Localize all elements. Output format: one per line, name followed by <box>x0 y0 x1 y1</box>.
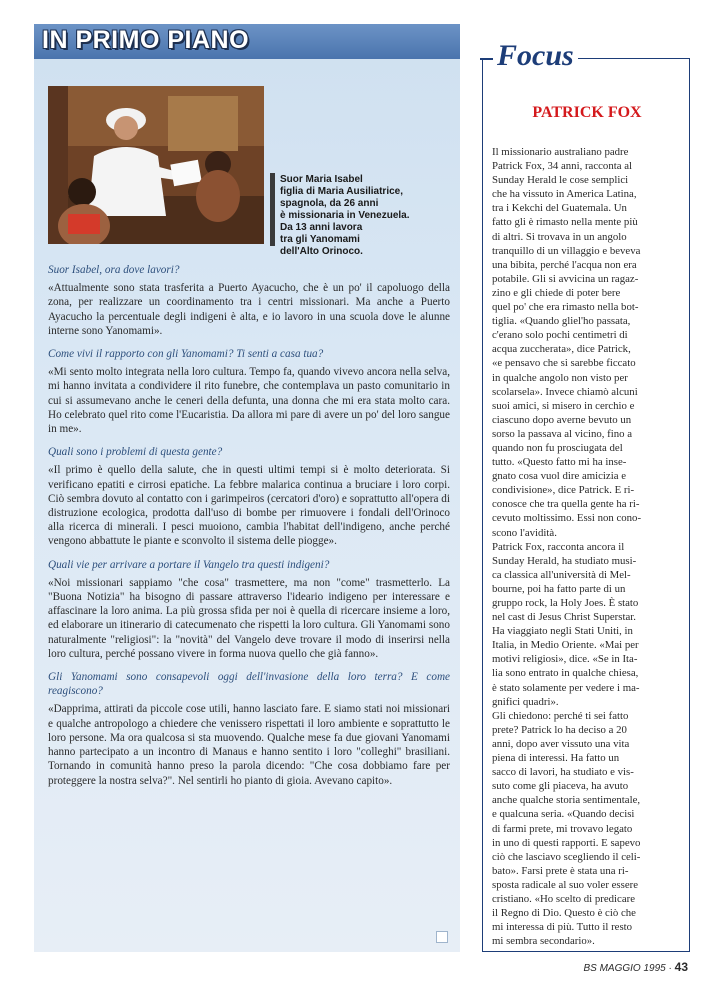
focus-line: potabile. Gli si avvicina un ragaz- <box>492 272 639 285</box>
focus-subject-name: PATRICK FOX <box>532 104 642 121</box>
focus-line: ciascuno dopo averne bevuto un <box>492 413 632 426</box>
focus-line: mi sembra secondario». <box>492 935 595 948</box>
caption-line: Da 13 anni lavora <box>280 222 363 233</box>
focus-line: Ha viaggiato negli Stati Uniti, in <box>492 625 633 638</box>
focus-line: Patrick Fox, racconta ancora il <box>492 540 625 553</box>
footer-separator: · <box>668 963 672 974</box>
end-of-article-icon <box>436 931 448 943</box>
focus-line: scono l'avidità. <box>492 526 557 539</box>
focus-line: Sunday Herald le cose semplici <box>492 174 629 187</box>
focus-line: lia sono entrato in qualche chiesa, <box>492 667 639 680</box>
interview-answer: «Il primo è quello della salute, che in questi ultimi tempi si è molto deteriorata. Si verificano epatiti e cirrosi epatiche. La febbre malarica continua a bruciare i loro corpi. Ciò sembra dovuto al contatto con i garimpeiros (cercatori d'oro) e soprattutto all'opera di distruzione ecologica, prodotta dall'uso di bombe per rimuovere i fondali dell'Orinoco alla ricerca di minerali. I pesci muoiono, cambia l'habitat dell'indigeno, anche perché vengono abbattute le piante e sconvolto il sistema delle piogge». <box>48 464 450 548</box>
focus-line: suto come gli piaceva, ha avuto <box>492 780 629 793</box>
interview-question: Quali vie per arrivare a portare il Vangelo tra questi indigeni? <box>48 558 330 571</box>
page-footer <box>548 960 688 974</box>
caption-line: è missionaria in Venezuela. <box>280 210 410 221</box>
caption-line: figlia di Maria Ausiliatrice, <box>280 186 403 197</box>
focus-line: fatto gli è rimasto nella mente più <box>492 216 638 229</box>
interview-answer: «Dapprima, attirati da piccole cose utili, hanno lasciato fare. E siamo stati noi missionari e qualche antropologo a chiedere che venissero rispettati il loro ambiente e soprattutto le loro persone. Ma ora qualcosa si sta muovendo. Qualche mese fa due giovani Yanomami hanno partecipato a un incontro di Manaus e hanno sentito i loro "colleghi" brasiliani. Tornando in comunità hanno preso la parola dicendo: "Che cosa dobbiamo fare per proteggere la nostra selva?". Nel sentirli ho pianto di gioia. Avevano capito». <box>48 703 450 787</box>
focus-line: tranquillo di un villaggio e beveva <box>492 244 641 257</box>
photo-caption <box>280 174 450 258</box>
section-title: IN PRIMO PIANO <box>42 26 250 54</box>
interview-article <box>48 263 450 797</box>
interview-question: Come vivi il rapporto con gli Yanomami? Ti senti a casa tua? <box>48 348 324 361</box>
focus-line: Italia, in Medio Oriente. «Mai per <box>492 639 639 652</box>
focus-line: e qualcuna seria. «Quando decisi <box>492 808 635 821</box>
interview-answer: «Attualmente sono stata trasferita a Puerto Ayacucho, che è un po' il capoluogo della zona, per realizzare un coordinamento tra i centri missionari. Ma anche a Puerto Ayacucho la percentuale degli indigeni è alta, e io lavoro in una scuola dove le alunne interne sono Yanomami». <box>48 282 450 337</box>
focus-line: tra i Kekchi del Guatemala. Un <box>492 202 627 215</box>
focus-line: di altri. Si trovava in un angolo <box>492 230 627 243</box>
focus-dash <box>480 58 494 60</box>
interview-question: Quali sono i problemi di questa gente? <box>48 446 223 459</box>
focus-line: sorso la passava al vicino, fino a <box>492 427 633 440</box>
focus-line: mi interessa di più. Tutto il resto <box>492 921 633 934</box>
focus-line: c'erano solo pochi centimetri di <box>492 329 628 342</box>
interview-answer: «Mi sento molto integrata nella loro cultura. Tempo fa, quando vivevo ancora nella selva, mi hanno invitata a condividere il rito funebre, che contemplava un pasto comunitario in cui si assumevano anche le ceneri della defunta, una donna che mi era stata molto cara. Ho celebrato quel rito come l'Eucaristia. Da allora mi pare di avere un po' del loro sangue in me». <box>48 366 450 436</box>
magazine-issue: BS MAGGIO 1995 <box>583 963 666 974</box>
focus-line: scolarsela». Invece chiamò alcuni <box>492 385 638 398</box>
focus-line: acqua zuccherata», dice Patrick, <box>492 343 631 356</box>
focus-line: in qualche angolo non visto per <box>492 371 628 384</box>
interview-question: Suor Isabel, ora dove lavori? <box>48 264 180 276</box>
caption-bar <box>270 173 275 246</box>
focus-line: condivisione», dice Patrick. E ri- <box>492 484 635 497</box>
interview-question: Gli Yanomami sono consapevoli oggi dell'invasione della loro terra? E come reagiscono? <box>48 671 450 698</box>
focus-body <box>492 145 680 948</box>
focus-line: Sunday Herald, ha studiato musi- <box>492 554 637 567</box>
focus-line: anni, dopo aver vissuto una vita <box>492 737 630 750</box>
focus-line: di farmi prete, mi trovavo legato <box>492 822 633 835</box>
caption-line: dell'Alto Orinoco. <box>280 246 363 257</box>
focus-line: Il missionario australiano padre <box>492 146 629 158</box>
focus-line: ciò che lasciavo scegliendo il celi- <box>492 850 641 863</box>
caption-line: spagnola, da 26 anni <box>280 198 379 209</box>
focus-line: quando non fu prosciugata del <box>492 441 623 454</box>
focus-line: sacco di lavori, ha studiato e vis- <box>492 766 634 779</box>
photo-nun-with-children <box>48 86 264 244</box>
focus-line: prete? Patrick lo ha deciso a 20 <box>492 723 627 736</box>
focus-line: cevuto moltissimo. Essi non cono- <box>492 512 642 525</box>
focus-line: «e pensavo che si sarebbe ficcato <box>492 357 636 370</box>
focus-line: una bibita, perché l'acqua non era <box>492 258 637 271</box>
focus-line: nel cast di Jesus Christ Superstar. <box>492 611 636 624</box>
focus-line: Patrick Fox, 34 anni, racconta al <box>492 160 633 173</box>
photo-illustration <box>48 86 264 244</box>
focus-line: gnifici quadri». <box>492 695 559 708</box>
focus-line: suoi amici, si misero in cerchio e <box>492 399 635 412</box>
focus-line: tiglia. «Quando gliel'ho passata, <box>492 315 631 328</box>
focus-line: Gli chiedono: perché ti sei fatto <box>492 709 629 722</box>
page-number: 43 <box>674 960 688 974</box>
focus-line: bourne, poi ha fatto parte di un <box>492 582 626 595</box>
focus-line: gnato cosa vuol dire amicizia e <box>492 470 627 483</box>
focus-line: sposta radicale al suo voler essere <box>492 878 639 891</box>
caption-line: Suor Maria Isabel <box>280 174 363 185</box>
caption-line: tra gli Yanomami <box>280 234 360 245</box>
focus-line: il Regno di Dio. Questo è ciò che <box>492 907 636 920</box>
focus-line: ca classica all'università di Mel- <box>492 568 631 581</box>
focus-title: Focus <box>493 38 578 74</box>
focus-line: piena di interessi. Ha fatto un <box>492 752 620 765</box>
interview-answer: «Noi missionari sappiamo "che cosa" trasmettere, ma non "come" trasmetterlo. La "Buona Notizia" ha bisogno di passare attraverso l'ideario indigeno per interessare e affascinare la loro anima. La più grossa sfida per noi è quella di ricercare insieme a loro, ed elaborare un itinerario di catecumenato che rispetti la loro cultura. Gli Yanomami sono naturalmente "religiosi": la "novità" del Vangelo deve trovare il modo di inserirsi nella loro cultura, perché possano vivere in forma nuova quello che già fanno». <box>48 576 450 660</box>
focus-line: gruppo rock, la Holy Joes. È stato <box>492 597 639 609</box>
focus-line: tutto. «Questo fatto mi ha inse- <box>492 456 627 469</box>
focus-line: in uno di questi rapporti. E sapevo <box>492 836 641 849</box>
focus-line: è stato solamente per vedere i ma- <box>492 681 640 694</box>
focus-line: conosce che tra quella gente ha ri- <box>492 498 640 511</box>
focus-line: motivi religiosi», dice. «Se in Ita- <box>492 653 638 666</box>
focus-line: che ha vissuto in America Latina, <box>492 188 637 201</box>
focus-line: cristiano. «Ho scelto di predicare <box>492 892 636 905</box>
focus-line: anche qualche storia sentimentale, <box>492 794 641 807</box>
section-header <box>34 24 460 59</box>
focus-line: bato». Farsi prete è stata una ri- <box>492 864 629 877</box>
focus-line: zino e gli chiede di poter bere <box>492 286 621 299</box>
focus-line: quel po' che era rimasto nella bot- <box>492 301 639 314</box>
